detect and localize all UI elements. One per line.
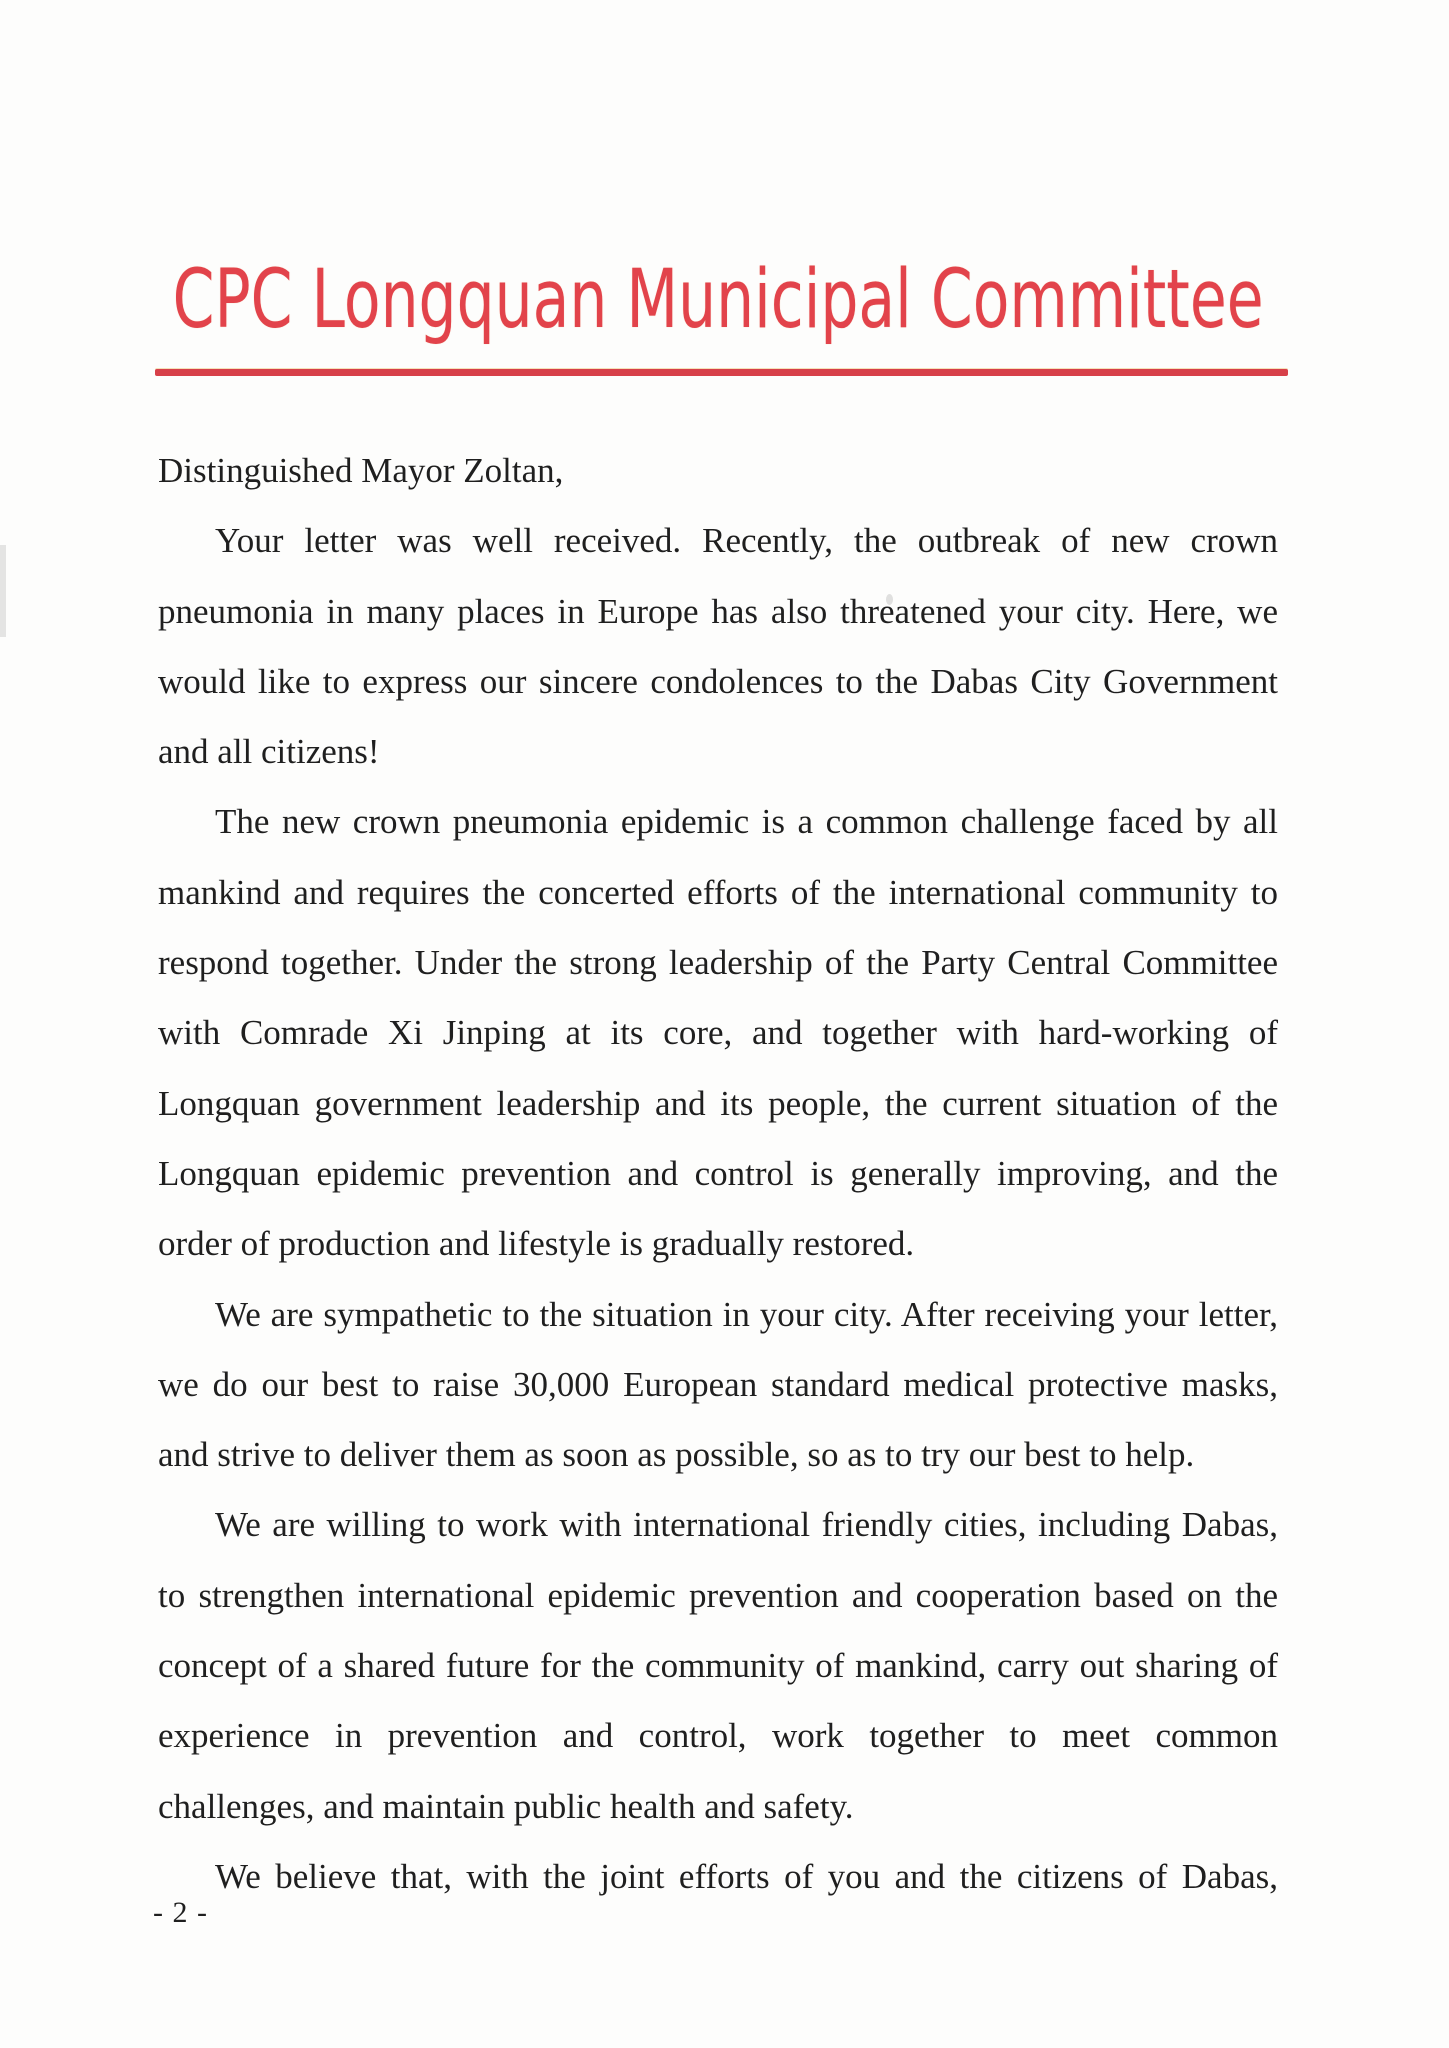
paragraph: [158, 1842, 1278, 1912]
letterhead-divider: [155, 369, 1288, 376]
letter-line: respond together. Under the strong leadership of the Party Central Committee: [158, 943, 1278, 983]
letter-line: pneumonia in many places in Europe has also threatened your city. Here, we: [158, 591, 1278, 631]
letter-line: would like to express our sincere condolences to the Dabas City Government: [158, 661, 1278, 701]
scan-speck: [886, 594, 893, 605]
letter-line: challenges, and maintain public health and safety.: [158, 1786, 854, 1826]
salutation-line: Distinguished Mayor Zoltan,: [158, 451, 564, 490]
letter-line: We are willing to work with international friendly cities, including Dabas,: [215, 1505, 1278, 1545]
salutation-paragraph: [158, 436, 1278, 506]
letter-line: concept of a shared future for the community of mankind, carry out sharing of: [158, 1646, 1278, 1686]
paragraph: [158, 1280, 1278, 1491]
letter-line: We believe that, with the joint efforts of you and the citizens of Dabas,: [215, 1856, 1278, 1896]
letter-body: [158, 436, 1278, 1912]
letter-line: The new crown pneumonia epidemic is a common challenge faced by all: [215, 802, 1278, 842]
letter-line: mankind and requires the concerted efforts of the international community to: [158, 872, 1278, 912]
paragraph: [158, 506, 1278, 787]
letter-line: and strive to deliver them as soon as possible, so as to try our best to help.: [158, 1435, 1195, 1475]
letter-line: Longquan government leadership and its people, the current situation of the: [158, 1083, 1278, 1123]
paragraph: [158, 1490, 1278, 1841]
letter-line: Longquan epidemic prevention and control is generally improving, and the: [158, 1153, 1278, 1193]
letter-line: and all citizens!: [158, 732, 380, 772]
document-title: CPC Longquan Municipal Committee: [172, 253, 1264, 347]
letter-line: to strengthen international epidemic prevention and cooperation based on the: [158, 1575, 1278, 1615]
letter-line: order of production and lifestyle is gradually restored.: [158, 1224, 915, 1264]
letterhead: [157, 246, 1279, 356]
page-number: - 2 -: [153, 1896, 208, 1929]
letter-line: with Comrade Xi Jinping at its core, and together with hard-working of: [158, 1013, 1278, 1053]
letter-line: Your letter was well received. Recently, the outbreak of new crown: [215, 521, 1278, 561]
scan-smudge: [0, 545, 6, 637]
letter-line: experience in prevention and control, work together to meet common: [158, 1716, 1278, 1756]
letter-line: We are sympathetic to the situation in your city. After receiving your letter,: [215, 1294, 1278, 1334]
letter-line: we do our best to raise 30,000 European standard medical protective masks,: [158, 1364, 1278, 1404]
paragraph: [158, 787, 1278, 1279]
